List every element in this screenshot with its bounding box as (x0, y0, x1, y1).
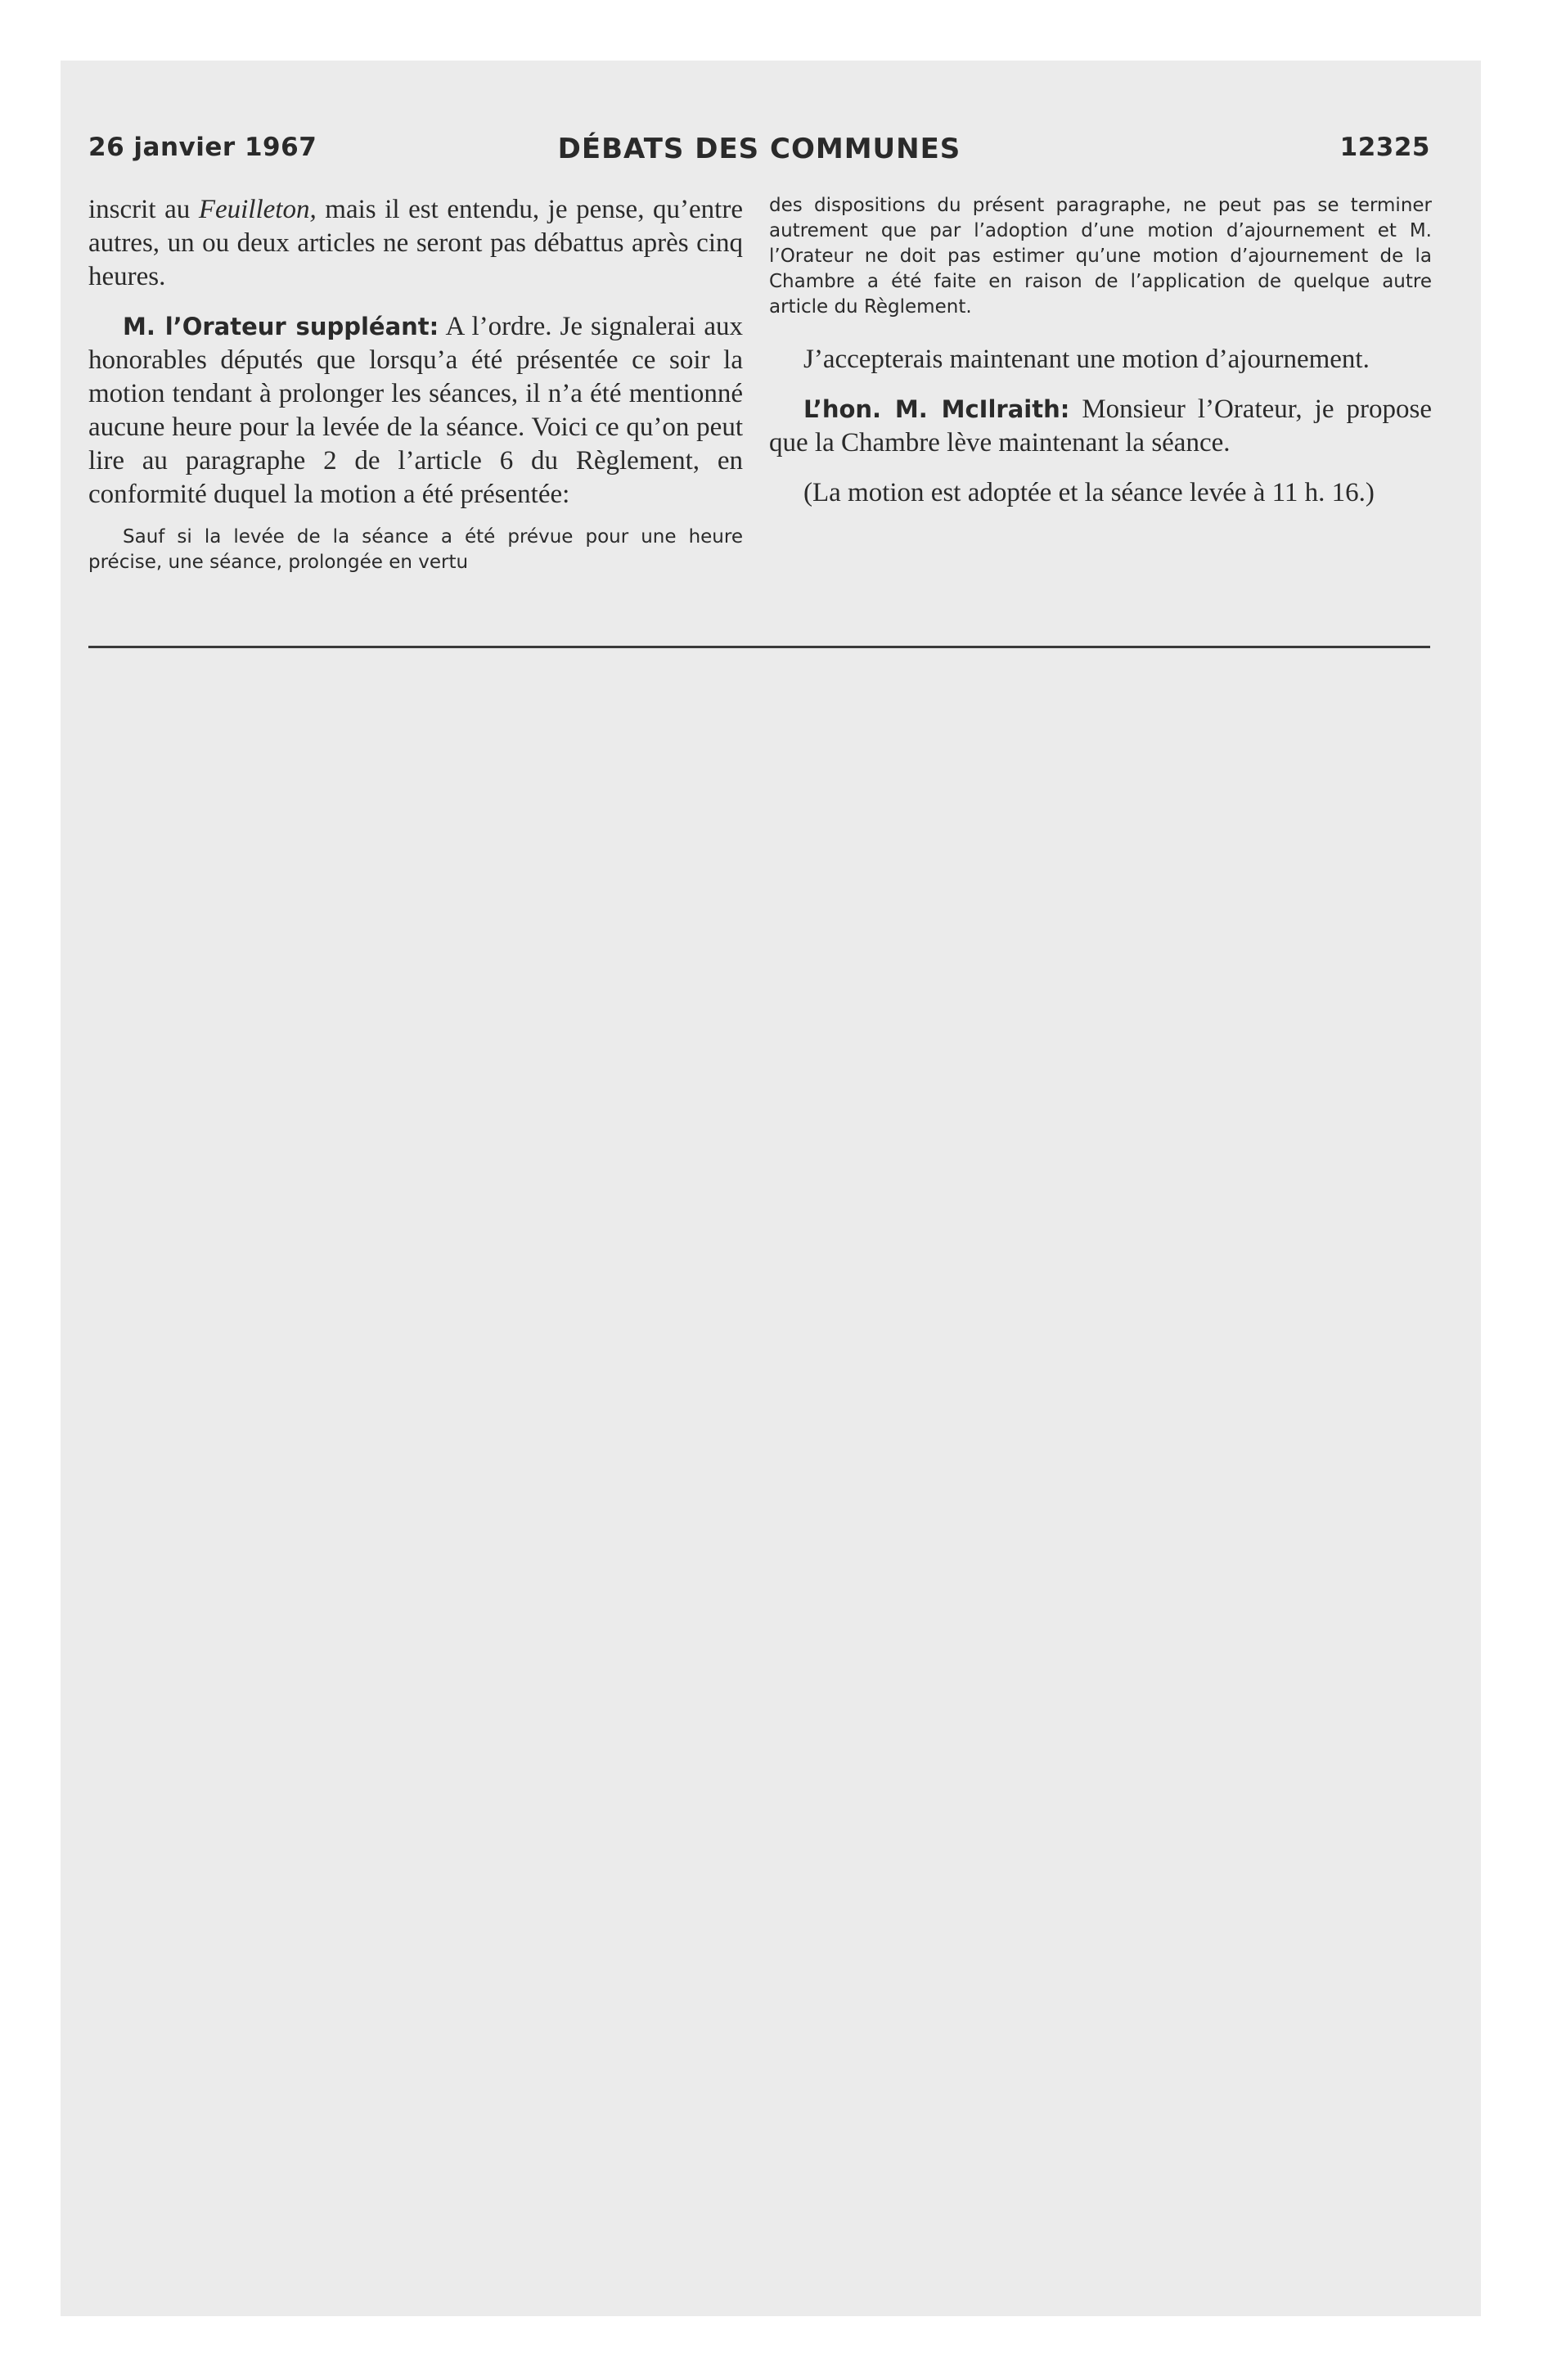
left-column (88, 193, 743, 575)
header-page-number: 12325 (1339, 133, 1430, 162)
paragraph-speaker-mcilraith (769, 393, 1432, 460)
speech-text: A l’ordre. Je signalerai aux honorables députés que lorsqu’a été présentée ce soir la motion tendant à prolonger les séances, il n’a été mentionné aucune heure pour la levée de la séance. Voici ce qu’on peut lire au paragraphe 2 de l’article 6 du Règlement, en conformité duquel la motion a été présentée: (88, 312, 743, 509)
paragraph-motion-request: J’accepterais maintenant une motion d’ajournement. (803, 345, 1370, 374)
header-date: 26 janvier 1967 (88, 133, 317, 162)
quoted-rule-continuation: des dispositions du présent paragraphe, ne peut pas se terminer autrement que par l’adoption d’une motion d’ajournement et M. l’Orateur ne doit pas estimer qu’une motion d’ajournement de la Chambre a été faite en raison de l’application de quelque autre article du Règlement. (769, 195, 1432, 318)
paragraph-speaker-orateur (88, 310, 743, 512)
paragraph-continuation (88, 193, 743, 294)
text-run: mais il est entendu, je pense, qu’entre autres, un ou deux articles ne seront pas débattus après cinq heures. (88, 195, 743, 291)
italic-term: Feuilleton, (198, 195, 317, 224)
header-title: DÉBATS DES COMMUNES (557, 133, 961, 165)
right-column (769, 193, 1432, 510)
speaker-name: L’hon. M. McIlraith: (803, 395, 1070, 423)
page-header (88, 133, 1430, 174)
section-divider (88, 646, 1430, 648)
text-run: inscrit au (88, 195, 199, 224)
quoted-rule: Sauf si la levée de la séance a été prévue pour une heure précise, une séance, prolongée en vertu (88, 526, 743, 573)
paragraph-adjournment: (La motion est adoptée et la séance levée à 11 h. 16.) (803, 478, 1375, 507)
speaker-name: M. l’Orateur suppléant: (123, 313, 439, 340)
speech-text: Monsieur l’Orateur, je propose que la Chambre lève maintenant la séance. (769, 394, 1432, 458)
